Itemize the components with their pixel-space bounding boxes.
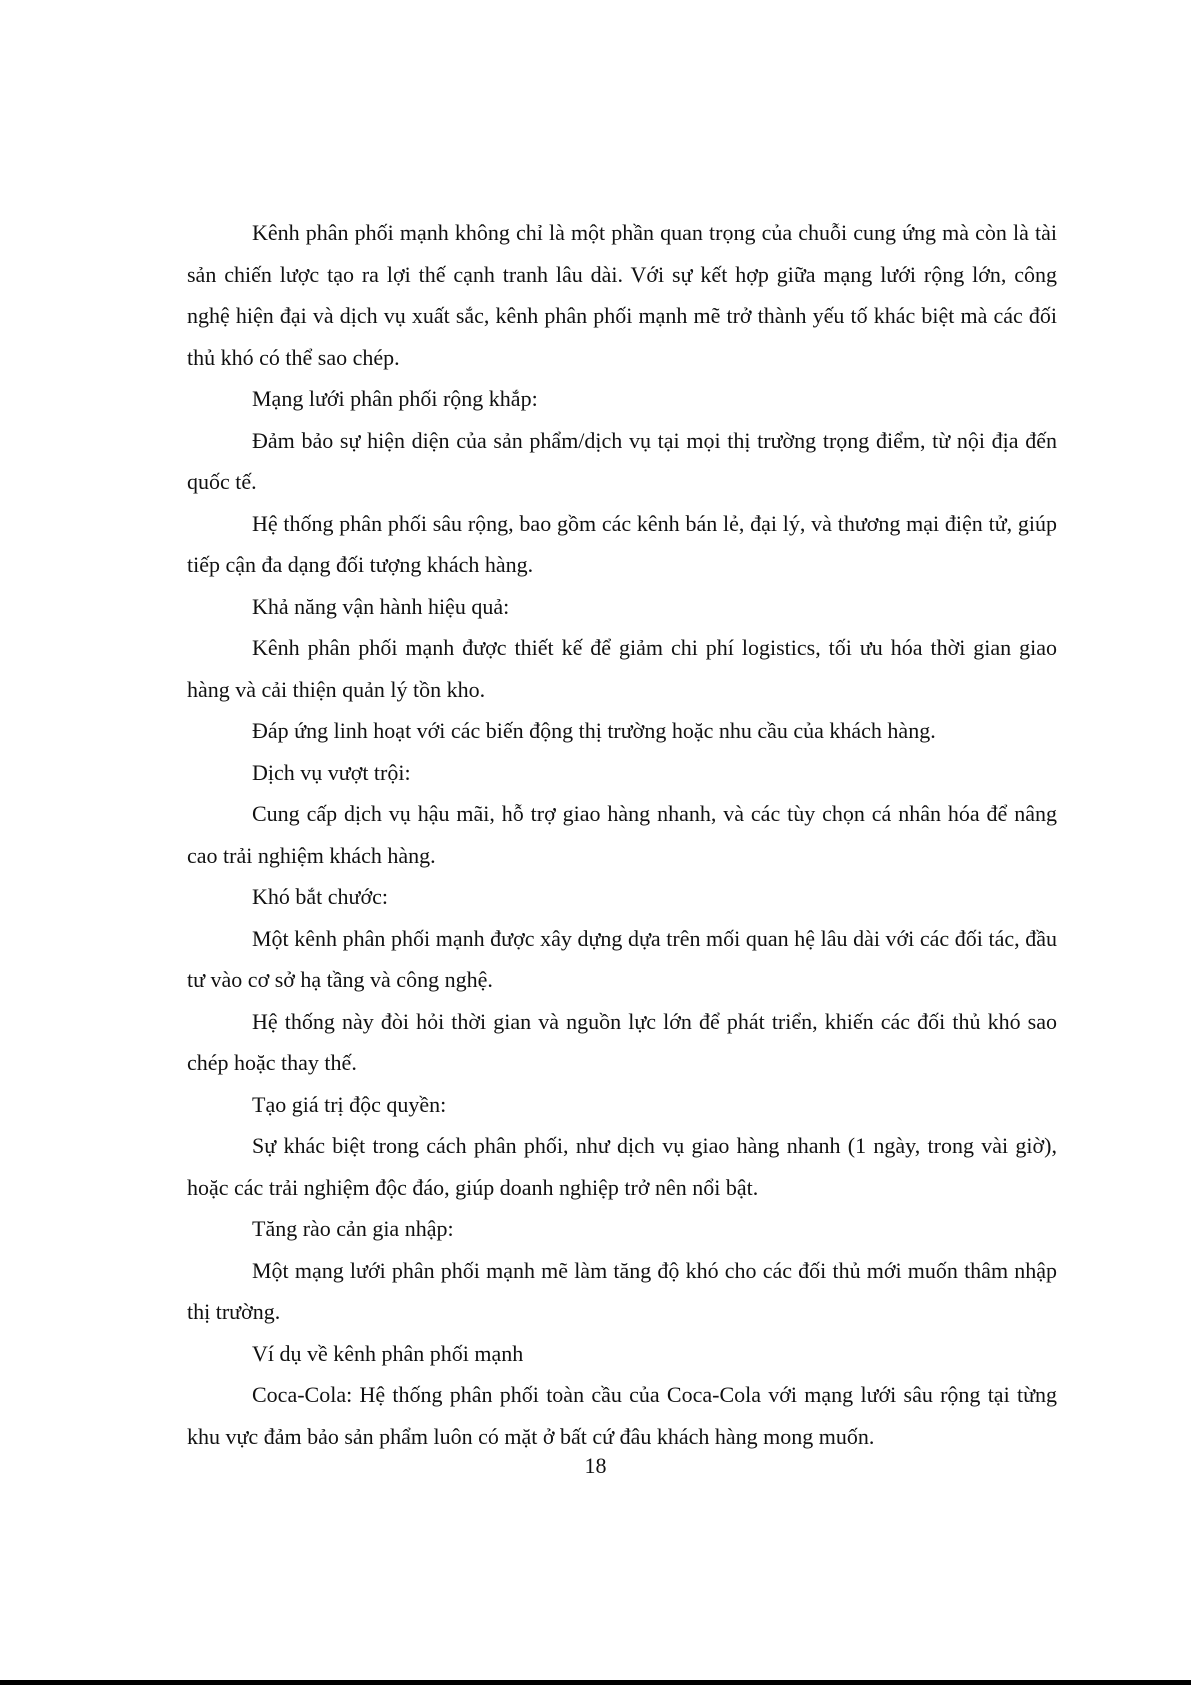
body-text [187,212,1057,1457]
paragraph: Kênh phân phối mạnh không chỉ là một phần quan trọng của chuỗi cung ứng mà còn là tài sản chiến lược tạo ra lợi thế cạnh tranh lâu dài. Với sự kết hợp giữa mạng lưới rộng lớn, công nghệ hiện đại và dịch vụ xuất sắc, kênh phân phối mạnh mẽ trở thành yếu tố khác biệt mà các đối thủ khó có thể sao chép. [187,220,1057,370]
paragraph: Cung cấp dịch vụ hậu mãi, hỗ trợ giao hàng nhanh, và các tùy chọn cá nhân hóa để nâng cao trải nghiệm khách hàng. [187,801,1057,868]
page-number: 18 [584,1453,607,1478]
bottom-border [0,1680,1191,1685]
paragraph: Tạo giá trị độc quyền: [252,1091,447,1117]
paragraph: Sự khác biệt trong cách phân phối, như dịch vụ giao hàng nhanh (1 ngày, trong vài giờ), hoặc các trải nghiệm độc đáo, giúp doanh nghiệp trở nên nổi bật. [187,1133,1057,1200]
paragraph: Coca-Cola: Hệ thống phân phối toàn cầu của Coca-Cola với mạng lưới sâu rộng tại từng khu vực đảm bảo sản phẩm luôn có mặt ở bất cứ đâu khách hàng mong muốn. [187,1382,1057,1449]
paragraph: Hệ thống phân phối sâu rộng, bao gồm các kênh bán lẻ, đại lý, và thương mại điện tử, giúp tiếp cận đa dạng đối tượng khách hàng. [187,510,1057,577]
paragraph: Khó bắt chước: [252,884,388,909]
paragraph: Kênh phân phối mạnh được thiết kế để giảm chi phí logistics, tối ưu hóa thời gian giao hàng và cải thiện quản lý tồn kho. [187,635,1057,702]
paragraph: Đáp ứng linh hoạt với các biến động thị trường hoặc nhu cầu của khách hàng. [252,718,936,743]
paragraph: Mạng lưới phân phối rộng khắp: [252,386,538,411]
paragraph: Dịch vụ vượt trội: [252,759,411,785]
paragraph: Ví dụ về kênh phân phối mạnh [252,1340,524,1366]
paragraph: Tăng rào cản gia nhập: [252,1216,454,1241]
paragraph: Một mạng lưới phân phối mạnh mẽ làm tăng độ khó cho các đối thủ mới muốn thâm nhập thị trường. [187,1257,1057,1324]
paragraph: Đảm bảo sự hiện diện của sản phẩm/dịch vụ tại mọi thị trường trọng điểm, từ nội địa đến quốc tế. [187,427,1057,494]
paragraph: Khả năng vận hành hiệu quả: [252,593,510,619]
paragraph: Một kênh phân phối mạnh được xây dựng dựa trên mối quan hệ lâu dài với các đối tác, đầu tư vào cơ sở hạ tầng và công nghệ. [187,925,1057,992]
paragraph: Hệ thống này đòi hỏi thời gian và nguồn lực lớn để phát triển, khiến các đối thủ khó sao chép hoặc thay thế. [187,1008,1057,1075]
